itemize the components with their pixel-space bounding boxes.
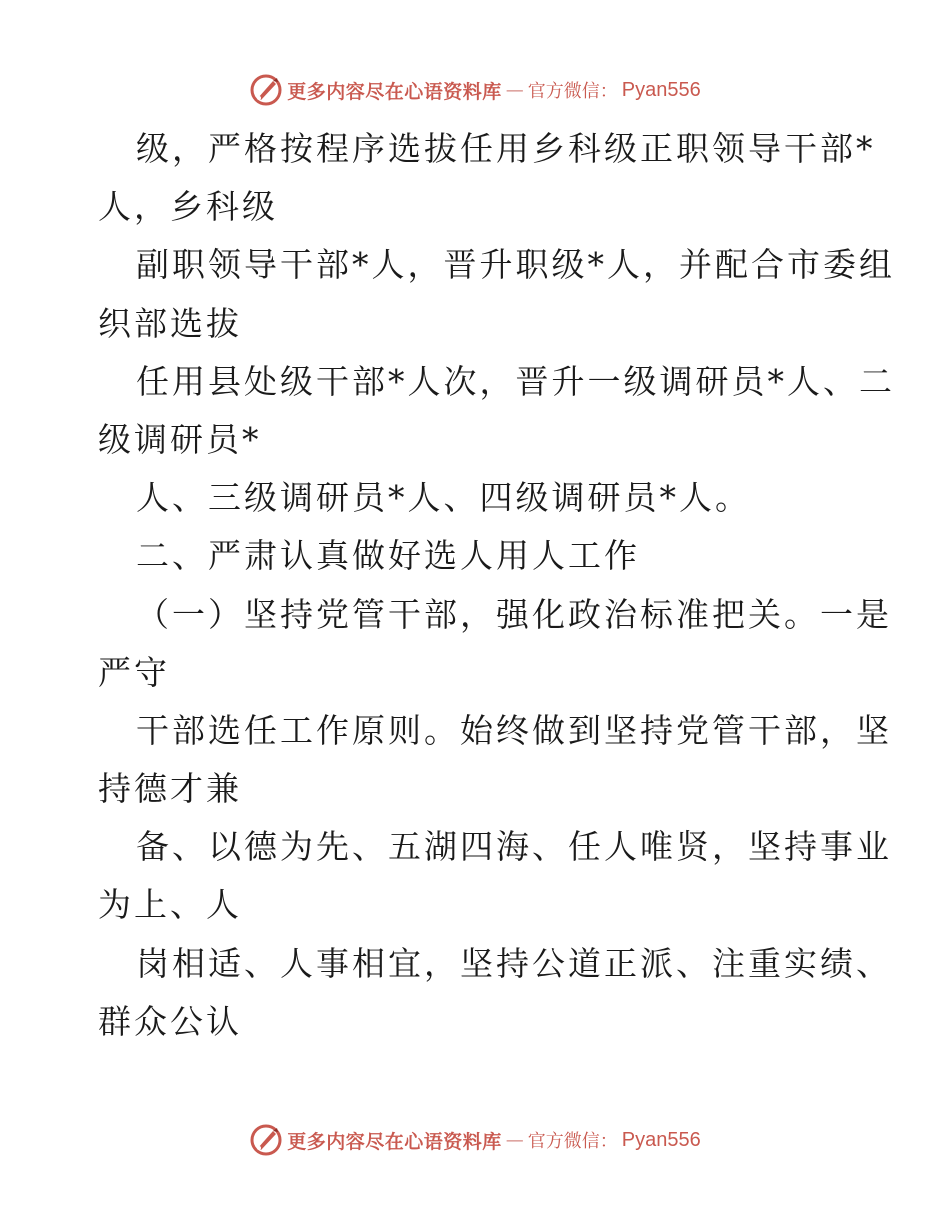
watermark-site-text: 更多内容尽在心语资料库	[287, 1130, 502, 1153]
text-line: 为上、人	[98, 885, 242, 925]
watermark-wechat-label: 官方微信：	[527, 81, 618, 102]
watermark-wechat-label: 官方微信：	[527, 1131, 618, 1152]
text-line: 岗相适、人事相宜，坚持公道正派、注重实绩、	[136, 943, 892, 983]
watermark-wechat-id: Pyan556	[621, 1128, 701, 1151]
header-watermark	[0, 70, 950, 110]
section-heading: 二、严肃认真做好选人用人工作	[136, 536, 640, 576]
watermark-separator: —	[505, 1129, 524, 1151]
watermark-site-text: 更多内容尽在心语资料库	[287, 80, 502, 103]
watermark-wechat-id: Pyan556	[621, 78, 701, 101]
text-line: 群众公认	[98, 1001, 242, 1041]
text-line: （一）坚持党管干部，强化政治标准把关。一是	[136, 594, 892, 634]
text-line: 级调研员*	[98, 419, 262, 459]
text-line: 副职领导干部*人，晋升职级*人，并配合市委组	[136, 245, 895, 285]
document-body	[98, 120, 895, 1051]
text-line: 人、三级调研员*人、四级调研员*人。	[136, 478, 751, 518]
text-line: 级，严格按程序选拔任用乡科级正职领导干部*	[136, 129, 876, 168]
text-line: 人，乡科级	[98, 187, 278, 227]
quill-logo-icon	[249, 73, 283, 107]
quill-logo-icon	[249, 1123, 283, 1157]
footer-watermark	[0, 1120, 950, 1160]
text-line: 干部选任工作原则。始终做到坚持党管干部，坚	[136, 710, 892, 750]
text-line: 织部选拔	[98, 303, 242, 343]
watermark-separator: —	[505, 79, 524, 101]
text-line: 任用县处级干部*人次，晋升一级调研员*人、二	[136, 361, 895, 401]
text-line: 严守	[98, 652, 170, 692]
text-line: 备、以德为先、五湖四海、任人唯贤，坚持事业	[136, 827, 892, 867]
text-line: 持德才兼	[98, 769, 242, 809]
